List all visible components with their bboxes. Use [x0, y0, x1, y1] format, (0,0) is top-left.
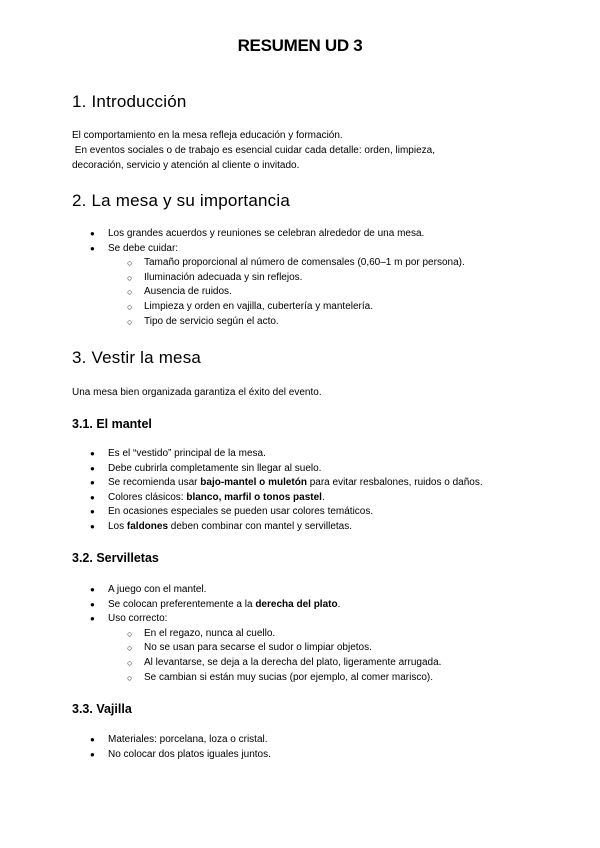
heading-servilletas: 3.2. Servilletas	[72, 551, 159, 565]
intro-paragraph	[72, 128, 542, 173]
bold-text: derecha del plato	[255, 598, 338, 610]
heading-introduccion: 1. Introducción	[72, 92, 187, 111]
sub-list-item: ○ Al levantarse, se deja a la derecha del plato, ligeramente arrugada.	[72, 656, 542, 671]
bold-text: faldones	[126, 520, 169, 532]
text-run: deben combinar con mantel y servilletas.	[168, 520, 353, 532]
list-item	[72, 476, 542, 491]
intro-line: En eventos sociales o de trabajo es esencial cuidar cada detalle: orden, limpieza,	[72, 145, 435, 156]
bold-text: bajo-mantel o muletón	[200, 477, 307, 489]
sub-list-item: ○ Ausencia de ruidos.	[72, 285, 542, 300]
intro-line: decoración, servicio y atención al cliente o invitado.	[72, 160, 300, 171]
vestir-intro: Una mesa bien organizada garantiza el éxito del evento.	[72, 387, 322, 398]
mesa-importancia-list	[72, 227, 542, 329]
text-run: Se colocan preferentemente a la	[108, 598, 256, 610]
sub-list-item: ○ Tipo de servicio según el acto.	[72, 315, 542, 330]
text-run: .	[337, 598, 341, 610]
text-run: .	[321, 491, 325, 503]
list-item: ● En ocasiones especiales se pueden usar colores temáticos.	[72, 505, 542, 520]
list-item	[72, 491, 542, 506]
mantel-list	[72, 447, 542, 535]
sub-list-item: ○ No se usan para secarse el sudor o limpiar objetos.	[72, 641, 542, 656]
list-item: ● A juego con el mantel.	[72, 583, 542, 598]
text-run: Se recomienda usar	[108, 477, 201, 489]
heading-mesa-importancia: 2. La mesa y su importancia	[72, 191, 290, 210]
sub-list-item: ○ Se cambian si están muy sucias (por ejemplo, al comer marisco).	[72, 671, 542, 686]
heading-vestir-mesa: 3. Vestir la mesa	[72, 348, 202, 367]
sub-list-item: ○ Limpieza y orden en vajilla, cubertería y mantelería.	[72, 300, 542, 315]
sub-list-item: ○ Tamaño proporcional al número de comensales (0,60–1 m por persona).	[72, 256, 542, 271]
bold-text: blanco, marfil o tonos pastel	[186, 491, 322, 503]
sub-list-item: ○ En el regazo, nunca al cuello.	[72, 627, 542, 642]
list-item	[72, 598, 542, 613]
list-item	[72, 520, 542, 535]
sub-list-item: ○ Iluminación adecuada y sin reflejos.	[72, 271, 542, 286]
document-title: RESUMEN UD 3	[237, 36, 363, 55]
vajilla-list	[72, 733, 542, 762]
heading-mantel: 3.1. El mantel	[72, 417, 152, 431]
list-item: ● No colocar dos platos iguales juntos.	[72, 748, 542, 763]
intro-line: El comportamiento en la mesa refleja educación y formación.	[72, 130, 343, 141]
list-item: ● Materiales: porcelana, loza o cristal.	[72, 733, 542, 748]
servilletas-list	[72, 583, 542, 685]
list-item: ● Se debe cuidar:	[72, 242, 542, 257]
text-run: para evitar resbalones, ruidos o daños.	[306, 477, 483, 489]
list-item: ● Debe cubrirla completamente sin llegar al suelo.	[72, 462, 542, 477]
text-run: Colores clásicos:	[108, 491, 187, 503]
heading-vajilla: 3.3. Vajilla	[72, 702, 132, 716]
list-item: ● Es el “vestido” principal de la mesa.	[72, 447, 542, 462]
list-item: ● Los grandes acuerdos y reuniones se celebran alrededor de una mesa.	[72, 227, 542, 242]
text-run: Los	[108, 520, 127, 532]
list-item: ● Uso correcto:	[72, 612, 542, 627]
